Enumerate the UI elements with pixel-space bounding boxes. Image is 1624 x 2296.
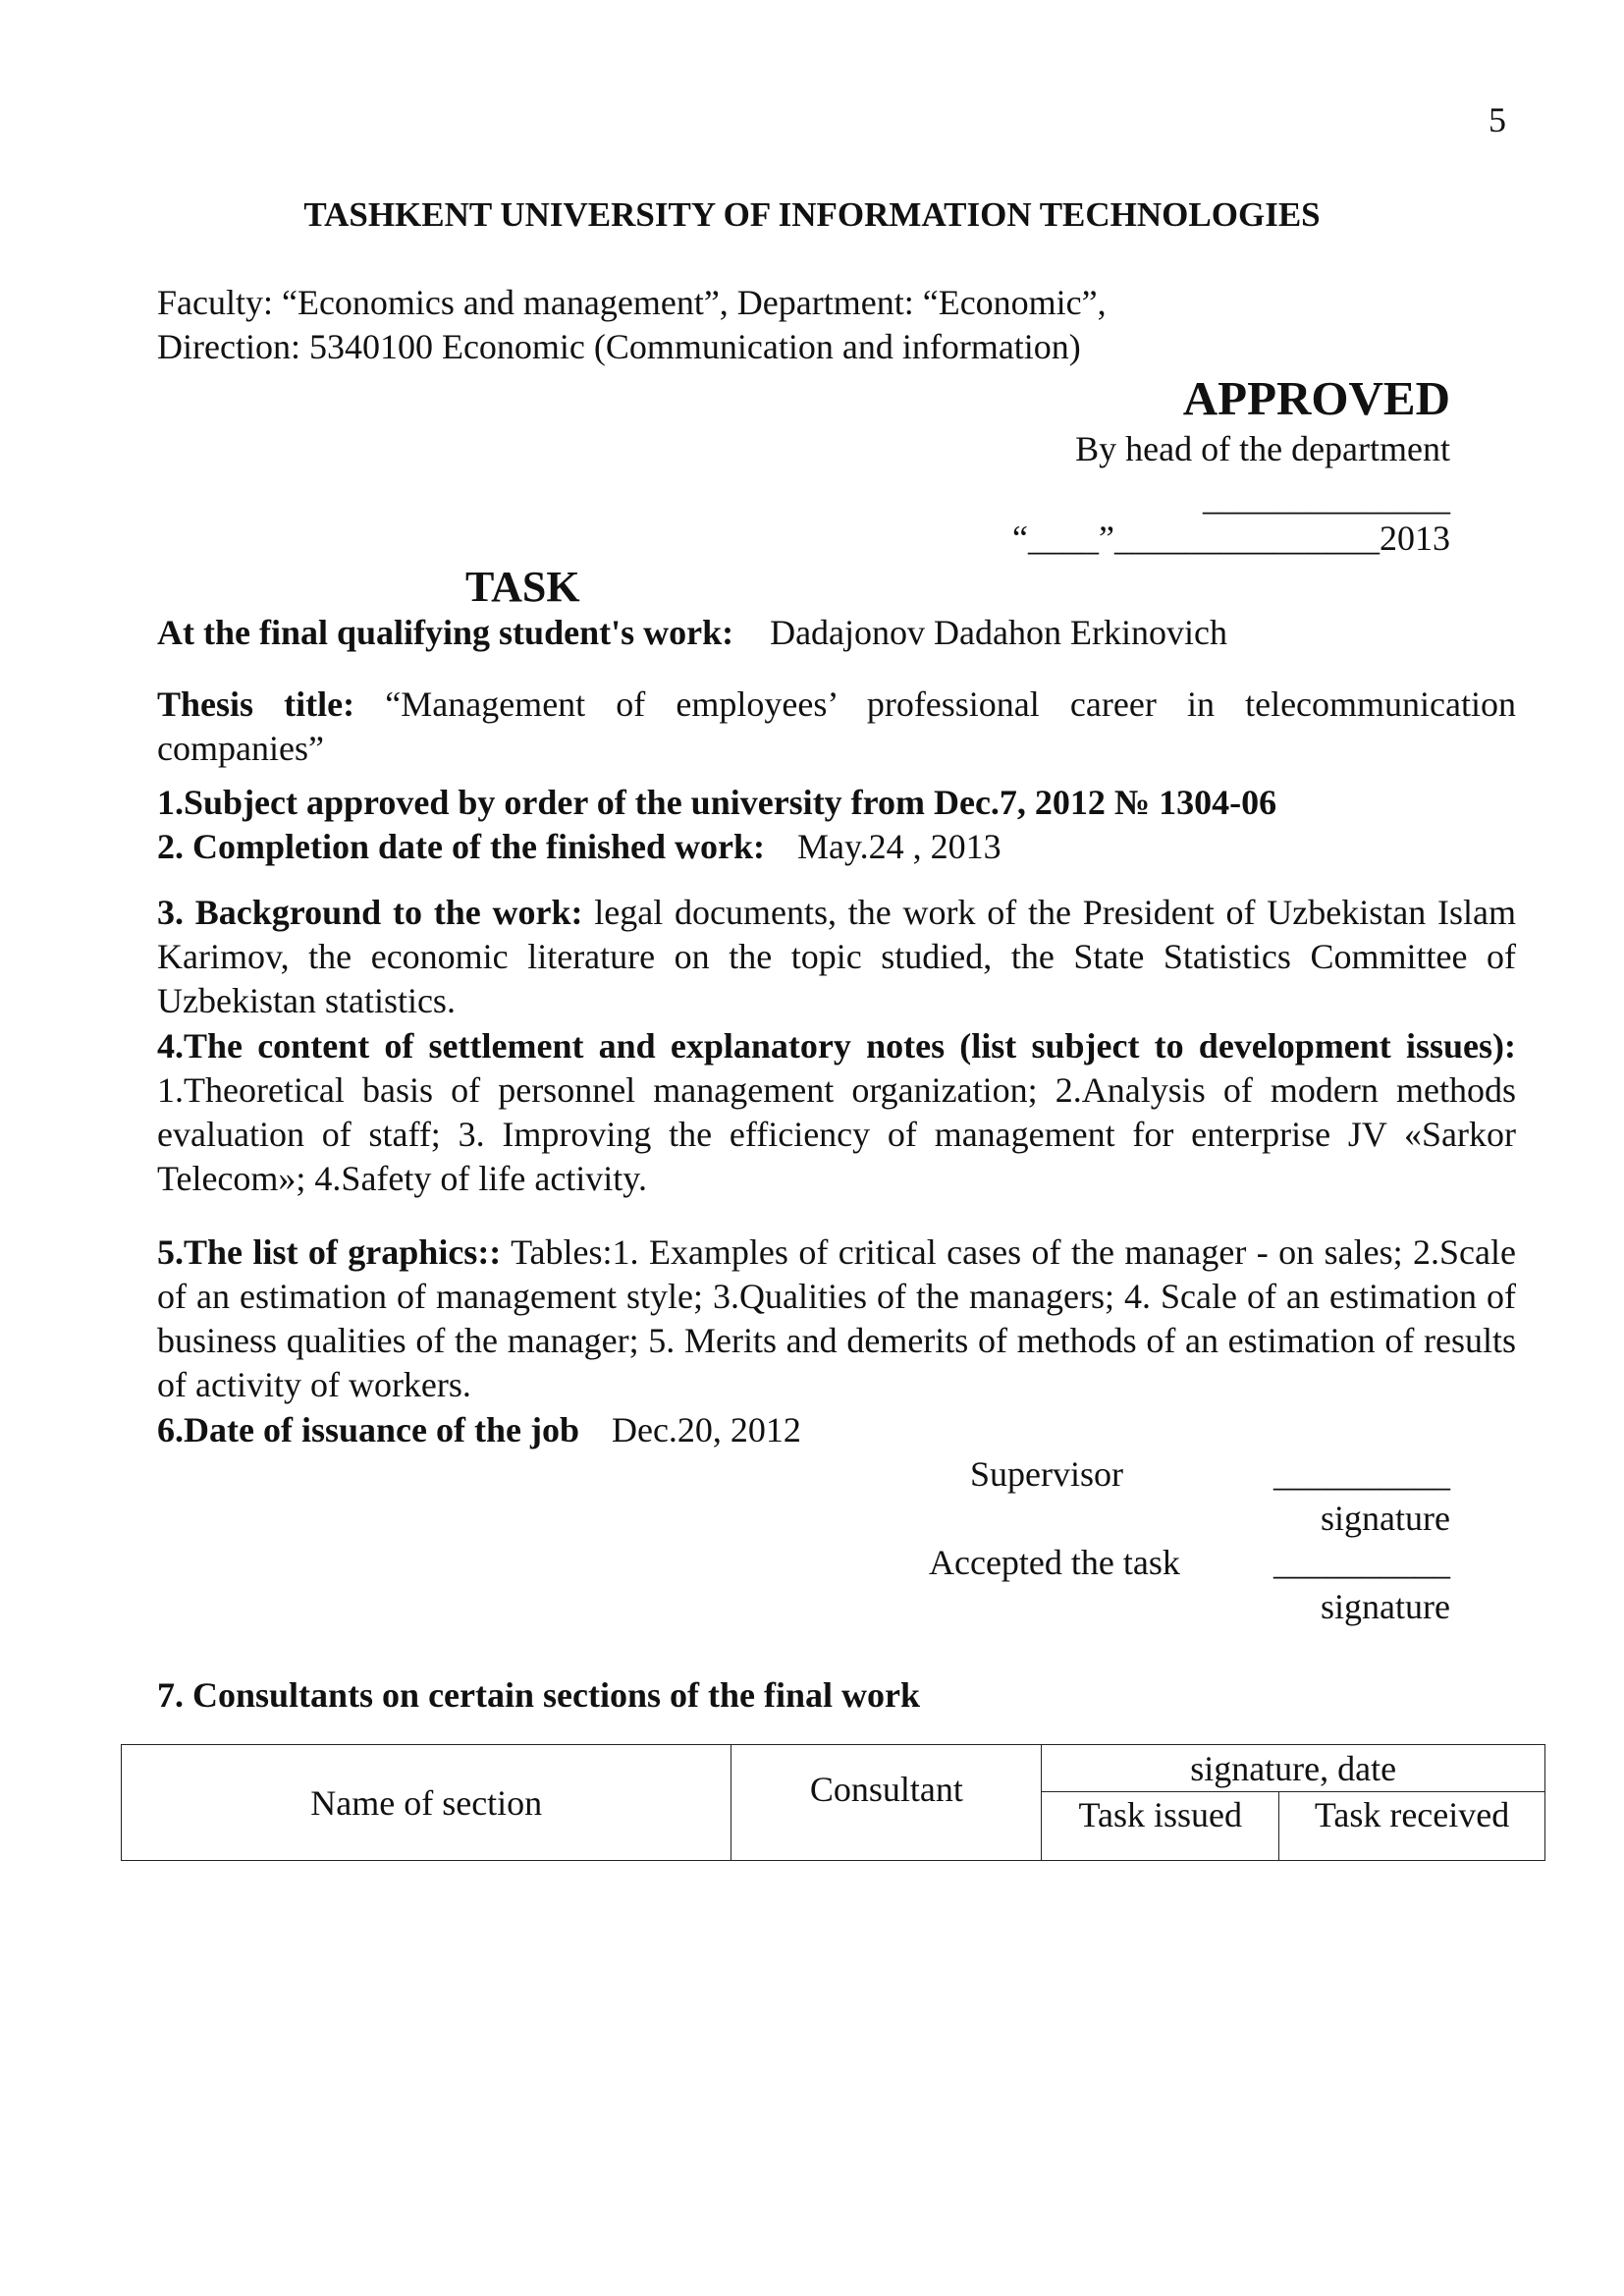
item-3-paragraph xyxy=(157,891,1516,1023)
item-4-value: 1.Theoretical basis of personnel management organization; 2.Analysis of modern methods evaluation of staff; 3. Improving the efficiency of management for enterprise JV «Sarkor Telecom»; 4.Safety of life activity. xyxy=(157,1070,1516,1198)
item-4-paragraph xyxy=(157,1024,1516,1201)
item-6-value: Dec.20, 2012 xyxy=(611,1410,801,1449)
item-3-label: 3. Background to the work: xyxy=(157,893,583,932)
page-number: 5 xyxy=(1489,100,1506,139)
supervisor-label: Supervisor xyxy=(970,1454,1123,1494)
approved-signature-line: ______________ xyxy=(1203,478,1450,518)
accepted-label: Accepted the task xyxy=(929,1543,1180,1582)
thesis-value: “Management of employees’ professional career in telecommunication companies” xyxy=(157,684,1516,768)
item-2-line xyxy=(157,825,1001,869)
approved-by: By head of the department xyxy=(1075,429,1450,468)
consultants-table xyxy=(121,1744,1545,1861)
header-name-of-section: Name of section xyxy=(122,1745,731,1861)
approved-date-line: “____”_______________2013 xyxy=(1012,519,1450,558)
university-heading: TASHKENT UNIVERSITY OF INFORMATION TECHNOLOGIES xyxy=(303,195,1321,234)
item-6-label: 6.Date of issuance of the job xyxy=(157,1410,579,1449)
header-signature-date: signature, date xyxy=(1042,1745,1545,1792)
approved-title: APPROVED xyxy=(1182,371,1450,425)
faculty-line: Faculty: “Economics and management”, Department: “Economic”, xyxy=(157,283,1107,322)
item-7-heading: 7. Consultants on certain sections of the final work xyxy=(157,1675,921,1715)
thesis-paragraph xyxy=(157,683,1516,771)
accepted-signature-line: __________ xyxy=(1273,1543,1450,1582)
item-4-label: 4.The content of settlement and explanatory notes (list subject to development issues): xyxy=(157,1026,1516,1066)
supervisor-signature-caption: signature xyxy=(1321,1499,1450,1538)
item-2-label: 2. Completion date of the finished work: xyxy=(157,827,765,866)
header-consultant: Consultant xyxy=(731,1745,1042,1861)
item-5-label: 5.The list of graphics:: xyxy=(157,1232,502,1272)
student-line xyxy=(157,611,1227,655)
accepted-signature-caption: signature xyxy=(1321,1587,1450,1626)
header-task-received: Task received xyxy=(1279,1792,1545,1861)
student-name: Dadajonov Dadahon Erkinovich xyxy=(770,613,1227,652)
header-task-issued: Task issued xyxy=(1042,1792,1279,1861)
item-5-paragraph xyxy=(157,1230,1516,1407)
task-title: TASK xyxy=(465,563,580,611)
item-3-value: legal documents, the work of the President of Uzbekistan Islam Karimov, the economic literature on the topic studied, the State Statistics Committee of Uzbekistan statistics. xyxy=(157,893,1517,1020)
thesis-label: Thesis title: xyxy=(157,684,355,724)
supervisor-signature-line: __________ xyxy=(1273,1454,1450,1494)
item-2-value: May.24 , 2013 xyxy=(797,827,1001,866)
item-5-value: Tables:1. Examples of critical cases of the manager - on sales; 2.Scale of an estimation of management style; 3.Qualities of the managers; 4. Scale of an estimation of business qualities of the manager; 5. Merits and demerits of methods of an estimation of results of activity of workers. xyxy=(157,1232,1516,1404)
student-label: At the final qualifying student's work: xyxy=(157,613,734,652)
item-6-line xyxy=(157,1408,801,1452)
direction-line: Direction: 5340100 Economic (Communication and information) xyxy=(157,327,1081,366)
item-1-subject: 1.Subject approved by order of the university from Dec.7, 2012 № 1304-06 xyxy=(157,783,1277,822)
